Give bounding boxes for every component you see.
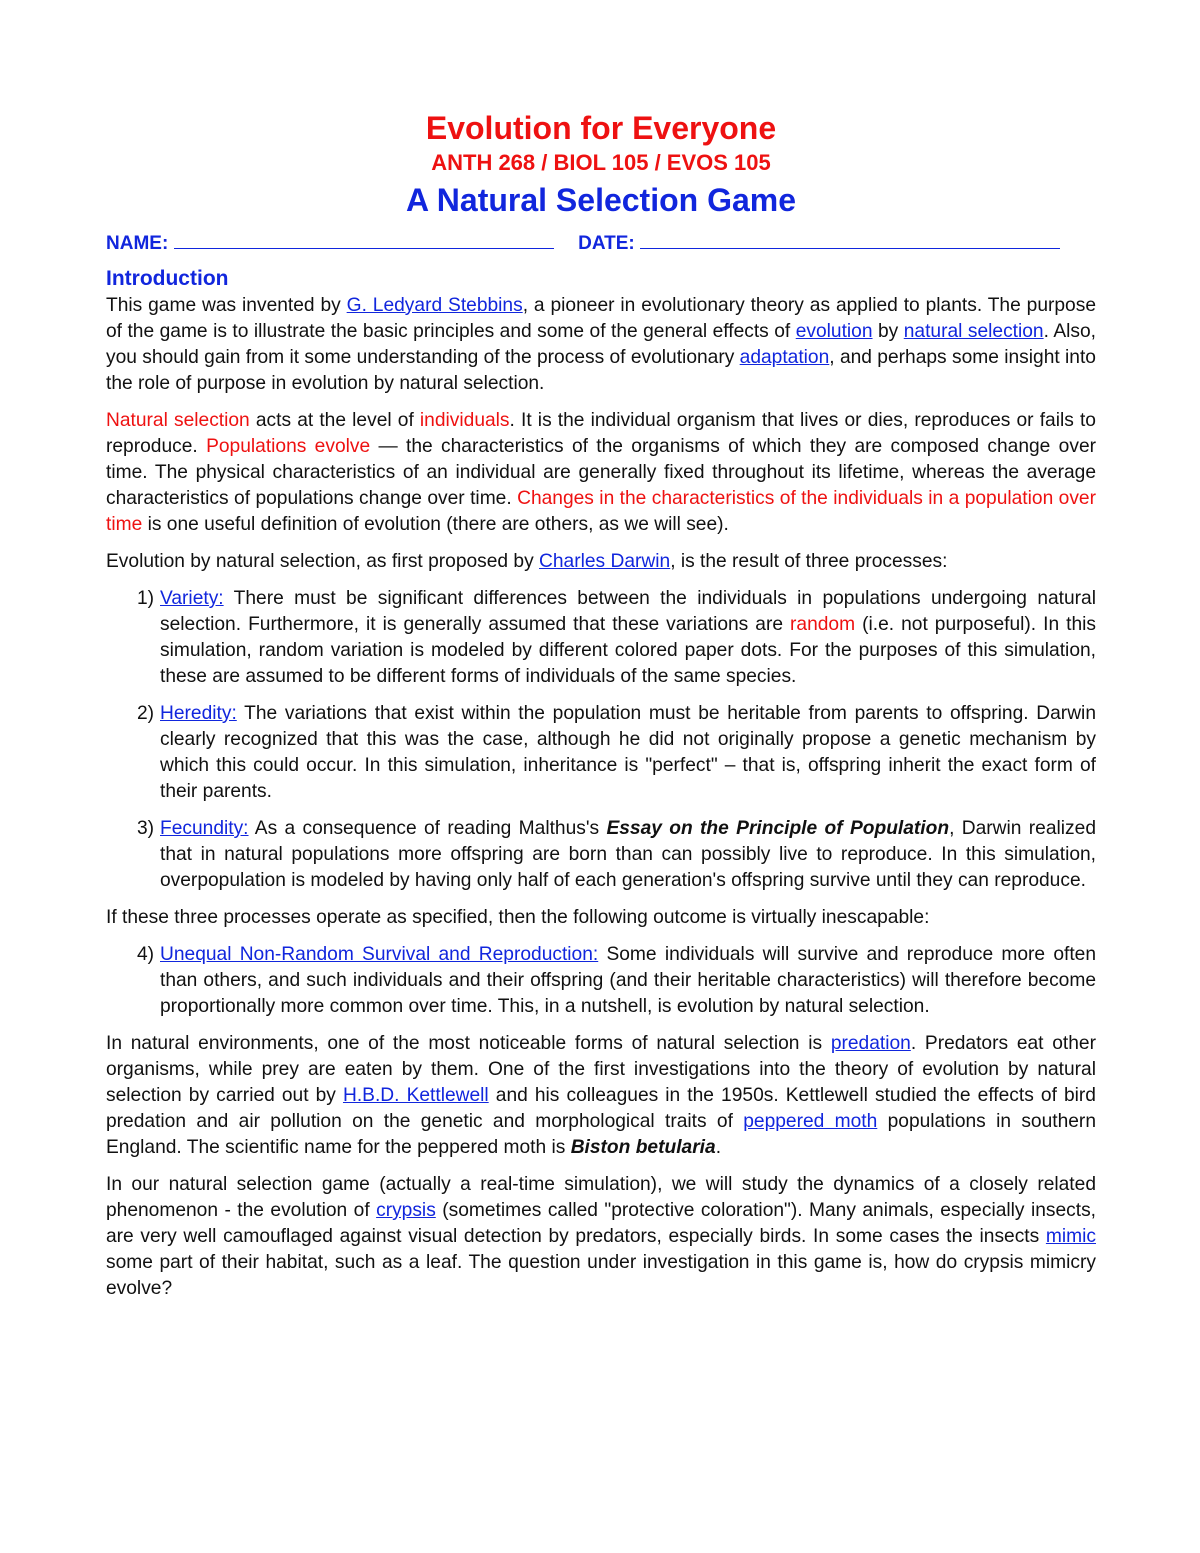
- name-date-row: [106, 230, 1096, 257]
- link-mimic[interactable]: mimic: [1045, 1226, 1096, 1247]
- name-label: NAME:: [106, 233, 169, 254]
- introduction-heading: Introduction: [106, 267, 229, 290]
- document-page: [106, 108, 1096, 1313]
- document-subtitle: A Natural Selection Game: [405, 182, 797, 218]
- intro-paragraph-3: Evolution by natural selection, as first proposed by Charles Darwin, is the result of three processes:: [106, 551, 948, 572]
- link-adaptation[interactable]: adaptation: [739, 347, 830, 368]
- intro-paragraph-5: In natural environments, one of the most noticeable forms of natural selection is predation. Predators eat other organisms, while prey are eaten by them. One of the first investigations into the theory of evolution by natural selection by carried out by H.B.D. Kettlewell and his colleagues in the 1950s. Kettlewell studied the effects of bird predation and air pollution on the genetic and morphological traits of peppered moth populations in southern England. The scientific name for the peppered moth is Biston betularia.: [106, 1033, 1096, 1158]
- link-fecundity[interactable]: Fecundity:: [160, 818, 249, 839]
- date-blank-line[interactable]: [640, 230, 1060, 249]
- course-codes: ANTH 268 / BIOL 105 / EVOS 105: [431, 150, 771, 175]
- link-crypsis[interactable]: crypsis: [376, 1200, 436, 1221]
- link-charles-darwin[interactable]: Charles Darwin: [539, 551, 671, 572]
- link-stebbins[interactable]: G. Ledyard Stebbins: [346, 295, 523, 316]
- intro-paragraph-6: In our natural selection game (actually a real-time simulation), we will study the dynamics of a closely related phenomenon - the evolution of crypsis (sometimes called "protective coloration"). Many animals, especially insects, are very well camouflaged against visual detection by predators, especially birds. In some cases the insects mimic some part of their habitat, such as a leaf. The question under investigation in this game is, how do crypsis mimicry evolve?: [106, 1174, 1096, 1299]
- link-variety[interactable]: Variety:: [160, 588, 224, 609]
- link-heredity[interactable]: Heredity:: [160, 703, 237, 724]
- list-item-unequal-survival: 4) Unequal Non-Random Survival and Reproduction: Some individuals will survive and reproduce more often than others, and such individuals and their offspring (and their heritable characteristics) will therefore become proportionally more common over time. This, in a nutshell, is evolution by natural selection.: [136, 944, 1097, 1017]
- link-natural-selection[interactable]: natural selection: [903, 321, 1044, 342]
- intro-paragraph-2: Natural selection acts at the level of individuals. It is the individual organism that lives or dies, reproduces or fails to reproduce. Populations evolve — the characteristics of the organisms of which they are composed change over time. The physical characteristics of an individual are generally fixed throughout its lifetime, whereas the average characteristics of populations change over time. Changes in the characteristics of the individuals in a population over time is one useful definition of evolution (there are others, as we will see).: [106, 410, 1097, 535]
- list-item-fecundity: 3) Fecundity: As a consequence of reading Malthus's Essay on the Principle of Population, Darwin realized that in natural populations more offspring are born than can possibly live to reproduce. In this simulation, overpopulation is modeled by having only half of each generation's offspring survive until they can reproduce.: [136, 818, 1096, 891]
- link-kettlewell[interactable]: H.B.D. Kettlewell: [342, 1085, 489, 1106]
- link-evolution[interactable]: evolution: [795, 321, 873, 342]
- list-item-variety: 1) Variety: There must be significant differences between the individuals in populations undergoing natural selection. Furthermore, it is generally assumed that these variations are random (i.e. not purposeful). In this simulation, random variation is modeled by different colored paper dots. For the purposes of this simulation, these are assumed to be different forms of individuals of the same species.: [136, 588, 1096, 687]
- date-label: DATE:: [578, 233, 635, 254]
- link-unequal-survival[interactable]: Unequal Non-Random Survival and Reproduction:: [160, 944, 599, 965]
- link-predation[interactable]: predation: [830, 1033, 911, 1054]
- name-blank-line[interactable]: [174, 230, 554, 249]
- document-title: Evolution for Everyone: [425, 110, 777, 146]
- intro-paragraph-4: If these three processes operate as specified, then the following outcome is virtually inescapable:: [106, 907, 930, 928]
- list-item-heredity: 2) Heredity: The variations that exist within the population must be heritable from parents to offspring. Darwin clearly recognized that this was the case, although he did not originally propose a genetic mechanism by which this could occur. In this simulation, inheritance is "perfect" – that is, offspring inherit the exact form of their parents.: [136, 703, 1096, 802]
- link-peppered-moth[interactable]: peppered moth: [743, 1111, 878, 1132]
- intro-paragraph-1: This game was invented by G. Ledyard Stebbins, a pioneer in evolutionary theory as applied to plants. The purpose of the game is to illustrate the basic principles and some of the general effects of evolution by natural selection. Also, you should gain from it some understanding of the process of evolutionary adaptation, and perhaps some insight into the role of purpose in evolution by natural selection.: [106, 295, 1097, 394]
